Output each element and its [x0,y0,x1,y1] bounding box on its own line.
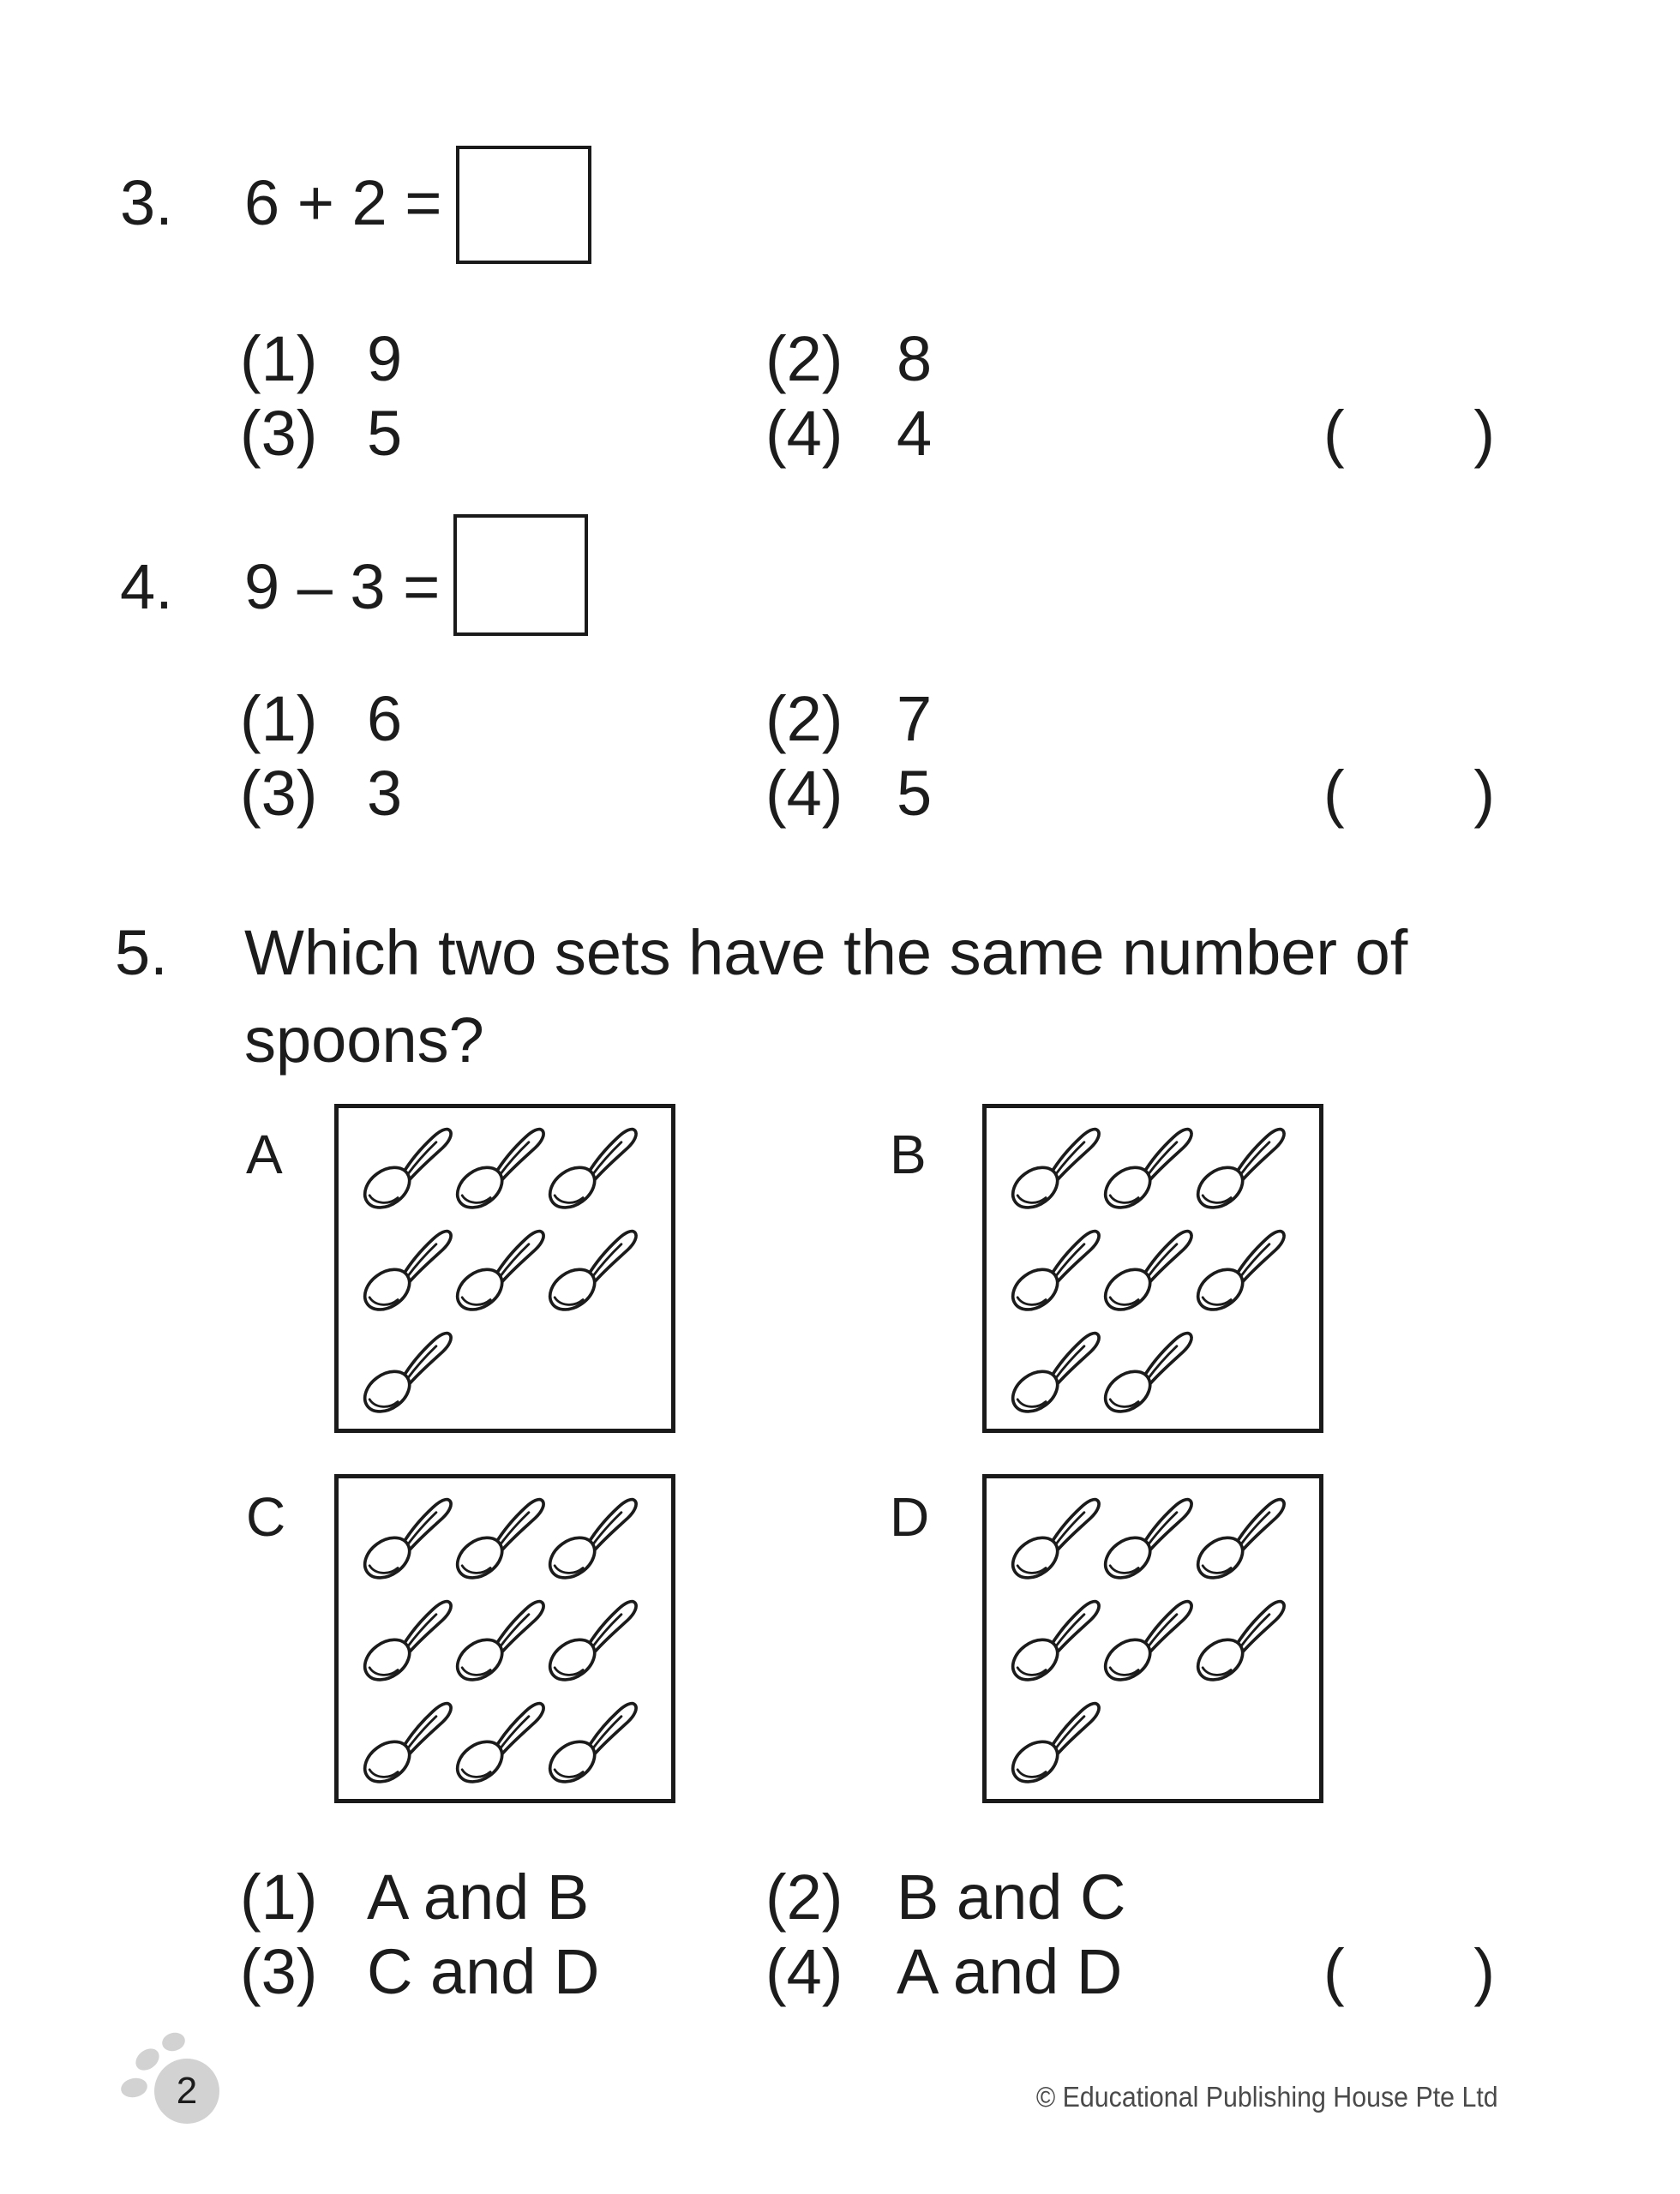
option-number: (2) [765,683,843,754]
spoon-icon [1008,1589,1101,1681]
paw-toe [131,2044,163,2075]
paren-close: ) [1473,758,1495,829]
spoon-row [1008,1691,1286,1793]
spoon-grid [1008,1117,1286,1423]
option-value: 5 [367,398,403,469]
option-value: 8 [897,323,933,394]
spoon-grid [360,1487,638,1793]
spoon-icon [360,1117,453,1209]
spoon-icon [1008,1219,1101,1311]
question-3-options [240,323,1517,477]
spoon-icon [1101,1117,1193,1209]
answer-parens-q4[interactable] [1323,758,1495,829]
set-label-d: D [890,1486,930,1548]
option-value: 5 [897,758,933,829]
spoon-icon [360,1691,453,1783]
spoon-icon [1008,1487,1101,1580]
spoon-row [1008,1219,1286,1321]
spoon-icon [545,1219,638,1311]
options-row [240,323,1517,402]
spoon-icon [453,1487,545,1580]
spoon-icon [360,1589,453,1681]
spoon-row [360,1219,638,1321]
spoon-grid [360,1117,638,1423]
option-number: (1) [240,323,318,394]
paren-open: ( [1323,758,1345,829]
spoon-icon [1193,1117,1286,1209]
options-row [240,683,1517,762]
spoon-icon [1008,1321,1101,1413]
question-5-text [244,909,1407,1084]
spoon-icon [545,1589,638,1681]
spoon-icon [1193,1487,1286,1580]
option-number: (2) [765,1861,843,1933]
spoon-row [1008,1589,1286,1691]
spoon-icon [1008,1117,1101,1209]
option-number: (3) [240,758,318,829]
spoon-icon [453,1691,545,1783]
set-label-a: A [246,1124,283,1185]
paren-open: ( [1323,398,1345,469]
paw-toe [119,2076,149,2100]
question-5-options [240,1861,1517,2015]
spoon-row [360,1691,638,1793]
options-row [240,1936,1517,2015]
option-value: C and D [367,1936,600,2007]
option-number: (4) [765,398,843,469]
question-text-line: spoons? [244,1004,484,1076]
answer-parens-q3[interactable] [1323,398,1495,469]
question-text-line: Which two sets have the same number of [244,917,1408,988]
options-row [240,398,1517,477]
copyright-text: © Educational Publishing House Pte Ltd [1036,2081,1498,2113]
spoon-grid [1008,1487,1286,1793]
spoon-row [360,1589,638,1691]
page-number: 2 [176,2070,198,2112]
option-value: A and D [897,1936,1123,2007]
spoon-icon [360,1219,453,1311]
spoon-row [1008,1117,1286,1219]
spoon-row [360,1321,638,1423]
options-row [240,1861,1517,1940]
option-number: (4) [765,1936,843,2007]
paw-toe [160,2030,188,2053]
spoon-icon [360,1321,453,1413]
option-number: (1) [240,1861,318,1933]
spoon-icon [1101,1321,1193,1413]
spoon-icon [453,1117,545,1209]
spoon-icon [545,1487,638,1580]
set-label-c: C [246,1486,286,1548]
option-number: (4) [765,758,843,829]
option-value: 6 [367,683,403,754]
spoon-icon [453,1219,545,1311]
spoon-icon [545,1117,638,1209]
answer-parens-q5[interactable] [1323,1936,1495,2007]
question-4-equation: 9 – 3 = [244,551,441,622]
question-3-number: 3. [120,167,173,238]
spoon-icon [545,1691,638,1783]
option-value: 7 [897,683,933,754]
option-value: 9 [367,323,403,394]
option-value: 3 [367,758,403,829]
question-5-number: 5. [115,917,168,988]
spoon-icon [1193,1589,1286,1681]
spoon-icon [1101,1589,1193,1681]
spoon-icon [453,1589,545,1681]
option-value: 4 [897,398,933,469]
set-box-d [982,1474,1323,1803]
spoon-row [1008,1321,1286,1423]
set-box-a [334,1104,675,1433]
page-number-badge [154,2059,219,2124]
answer-box-q4[interactable] [453,514,588,636]
spoon-icon [360,1487,453,1580]
set-label-b: B [890,1124,927,1185]
paren-open: ( [1323,1936,1345,2007]
option-number: (2) [765,323,843,394]
set-box-c [334,1474,675,1803]
spoon-icon [1101,1487,1193,1580]
paren-close: ) [1473,398,1495,469]
paren-close: ) [1473,1936,1495,2007]
answer-box-q3[interactable] [456,146,591,264]
question-4-number: 4. [120,551,173,622]
set-box-b [982,1104,1323,1433]
question-4-options [240,683,1517,836]
option-value: A and B [367,1861,590,1933]
spoon-icon [1101,1219,1193,1311]
spoon-icon [1193,1219,1286,1311]
spoon-row [360,1117,638,1219]
option-number: (1) [240,683,318,754]
question-3-equation: 6 + 2 = [244,167,442,238]
option-value: B and C [897,1861,1126,1933]
spoon-row [1008,1487,1286,1589]
spoon-row [360,1487,638,1589]
options-row [240,758,1517,836]
spoon-icon [1008,1691,1101,1783]
option-number: (3) [240,398,318,469]
option-number: (3) [240,1936,318,2007]
